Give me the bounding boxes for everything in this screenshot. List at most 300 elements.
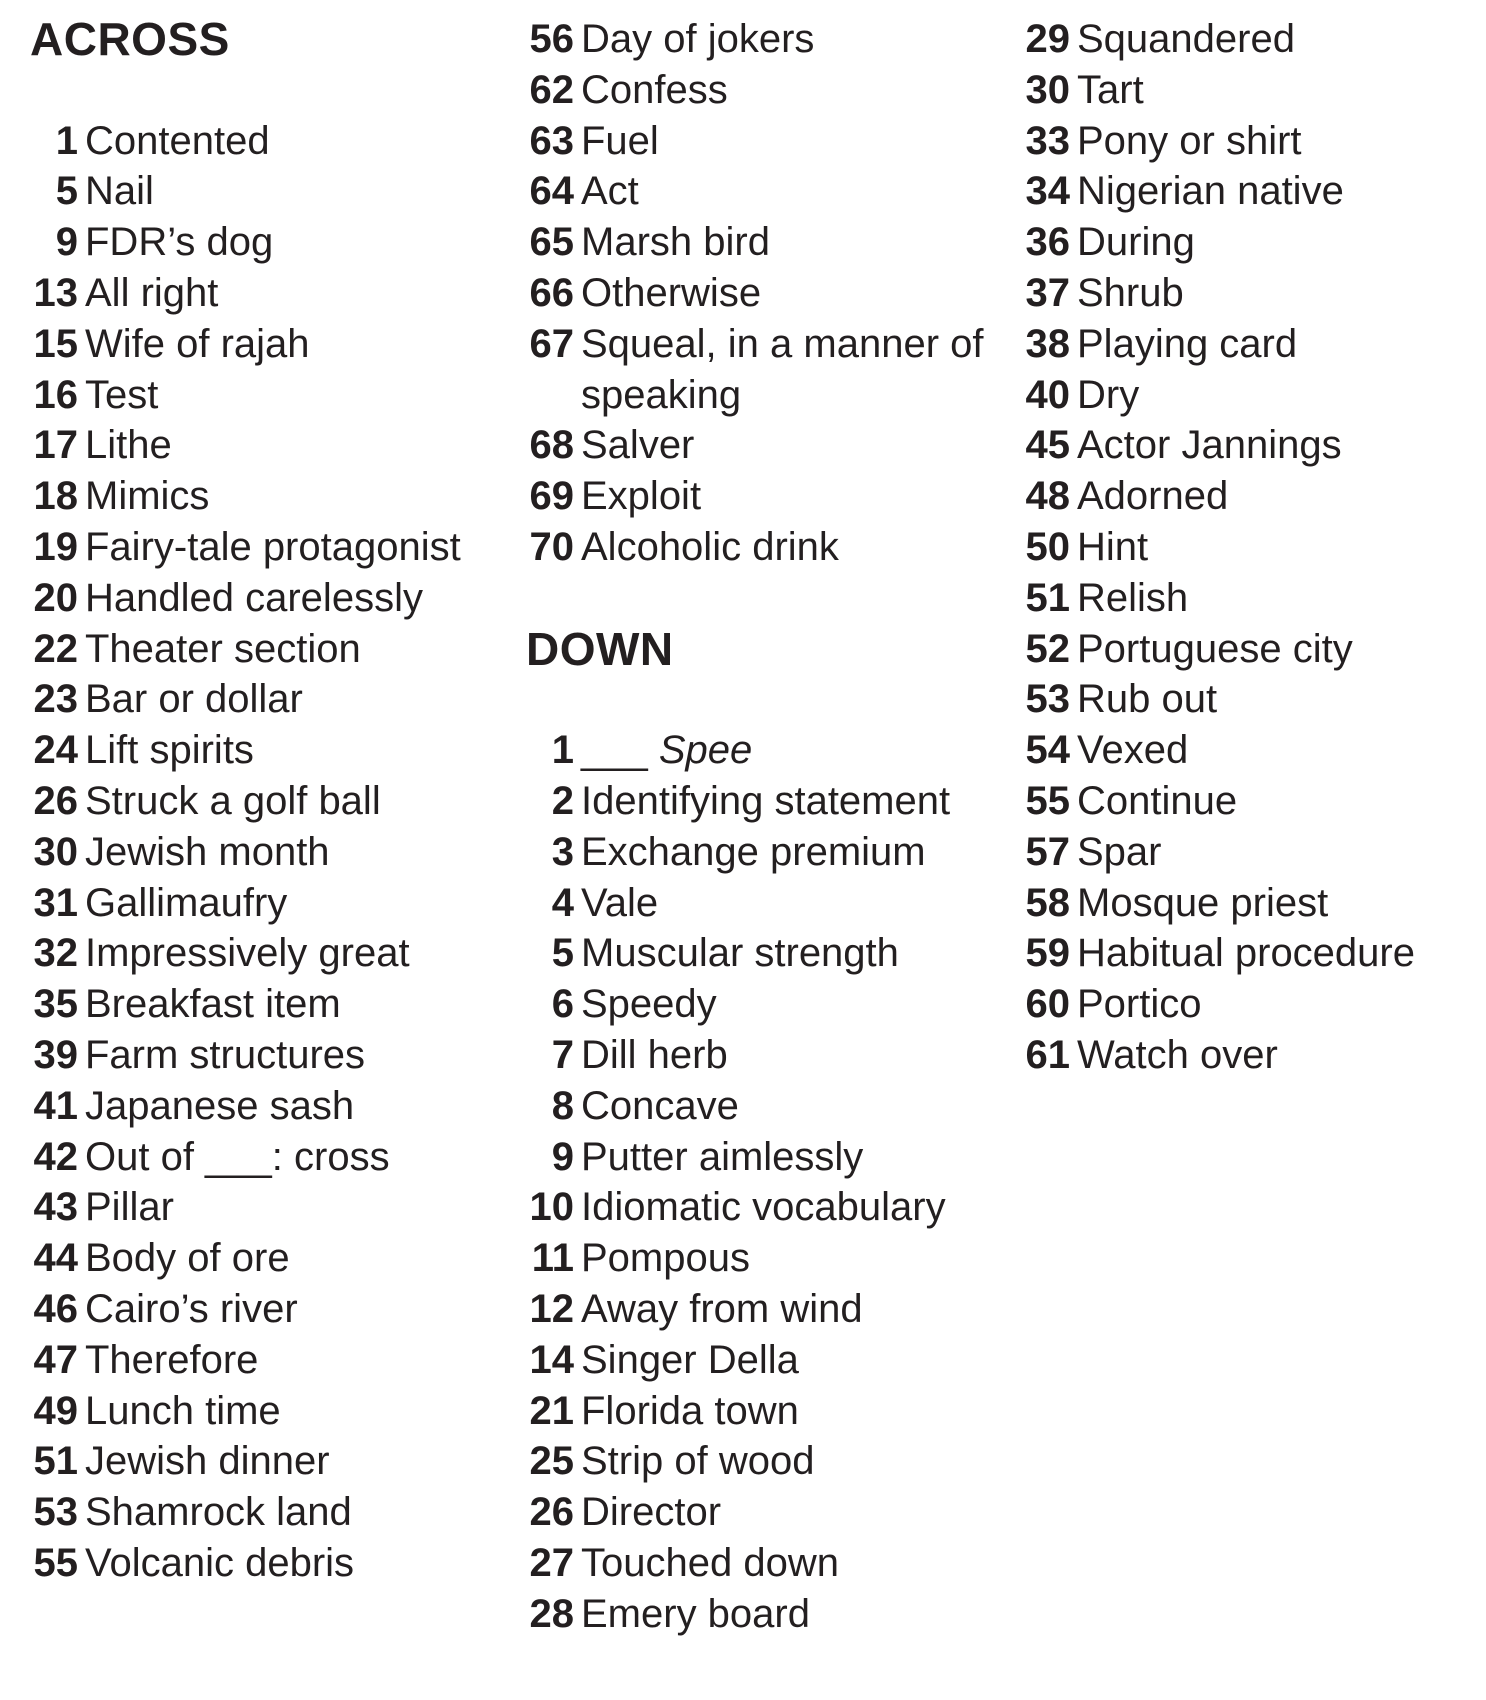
- down-clue: [526, 979, 996, 1030]
- down-clue: [1022, 928, 1472, 979]
- clue-number: 53: [1025, 677, 1070, 722]
- clue-text-main: Act: [581, 169, 639, 214]
- clue-text-main: Japanese sash: [85, 1083, 355, 1128]
- clue-text: [85, 116, 500, 167]
- clue-number: 27: [529, 1540, 574, 1585]
- clue-column-1: [30, 14, 500, 1589]
- clue-text: [581, 1233, 996, 1284]
- clue-number: 15: [33, 321, 78, 366]
- clue-text: [85, 776, 500, 827]
- clue-text-main: Continue: [1077, 778, 1238, 823]
- clue-text-main: Singer Della: [581, 1337, 799, 1382]
- across-clue: [30, 725, 500, 776]
- down-clue: [1022, 725, 1472, 776]
- clue-number: 69: [529, 474, 574, 519]
- clue-text-main: Contented: [85, 118, 270, 163]
- down-clue: [526, 928, 996, 979]
- clue-number: 7: [551, 1032, 574, 1077]
- across-clue: [30, 522, 500, 573]
- across-clue: [526, 116, 996, 167]
- clue-text-main: Strip of wood: [581, 1439, 815, 1484]
- clue-text: [581, 928, 996, 979]
- clue-text: [85, 420, 500, 471]
- clue-text: [85, 1487, 500, 1538]
- clue-text-main: Relish: [1077, 575, 1189, 620]
- clue-text: [581, 14, 996, 65]
- across-clue: [526, 217, 996, 268]
- clue-text: [581, 1081, 996, 1132]
- clue-number: 68: [529, 423, 574, 468]
- down-heading: DOWN: [526, 622, 674, 675]
- clue-text: [581, 1030, 996, 1081]
- clue-number: 49: [33, 1388, 78, 1433]
- clue-number: 64: [529, 169, 574, 214]
- across-clue: [30, 1081, 500, 1132]
- down-clue: [1022, 573, 1472, 624]
- clue-text: [85, 979, 500, 1030]
- down-clue: [1022, 166, 1472, 217]
- clue-text-main: Body of ore: [85, 1236, 290, 1281]
- clue-number: 61: [1025, 1032, 1070, 1077]
- clue-number: 42: [33, 1134, 78, 1179]
- clue-number: 21: [529, 1388, 574, 1433]
- down-clue: [526, 1436, 996, 1487]
- across-clue: [30, 928, 500, 979]
- across-clue: [30, 1335, 500, 1386]
- clue-text: [581, 1335, 996, 1386]
- across-clue: [526, 471, 996, 522]
- clue-text-main: Portuguese city: [1077, 626, 1353, 671]
- down-clue: [1022, 979, 1472, 1030]
- clue-text: [1077, 725, 1472, 776]
- clue-text-main: Bar or dollar: [85, 677, 303, 722]
- clue-text: [1077, 573, 1472, 624]
- across-clue: [30, 1284, 500, 1335]
- across-clue: [30, 1487, 500, 1538]
- down-clue: [1022, 878, 1472, 929]
- clue-text-main: Adorned: [1077, 474, 1229, 519]
- clue-text-main: Wife of rajah: [85, 321, 310, 366]
- down-clue-list: [526, 725, 996, 1639]
- clue-text: [581, 420, 996, 471]
- clue-text-main: Fuel: [581, 118, 659, 163]
- clue-number: 3: [551, 829, 574, 874]
- clue-text: [1077, 370, 1472, 421]
- across-clue: [30, 1182, 500, 1233]
- clue-text-main: Theater section: [85, 626, 361, 671]
- clue-text-main: Volcanic debris: [85, 1540, 355, 1585]
- clue-number: 18: [33, 474, 78, 519]
- clue-text: [85, 573, 500, 624]
- clue-text: [85, 370, 500, 421]
- down-clue: [526, 1386, 996, 1437]
- clue-number: 17: [33, 423, 78, 468]
- clue-number: 47: [33, 1337, 78, 1382]
- across-clue: [30, 116, 500, 167]
- clue-number: 55: [33, 1540, 78, 1585]
- down-clue: [526, 776, 996, 827]
- clue-text: [85, 725, 500, 776]
- across-clue: [526, 522, 996, 573]
- clue-text-main: Out of ___: cross: [85, 1134, 390, 1179]
- clue-number: 59: [1025, 931, 1070, 976]
- clue-number: 65: [529, 220, 574, 265]
- clue-number: 6: [551, 982, 574, 1027]
- clue-number: 26: [33, 778, 78, 823]
- clue-text: [85, 1386, 500, 1437]
- clue-text: [581, 1386, 996, 1437]
- clue-text: [1077, 65, 1472, 116]
- clue-text: [85, 1436, 500, 1487]
- clue-text: [581, 217, 996, 268]
- clue-text: [581, 776, 996, 827]
- clue-number: 5: [551, 931, 574, 976]
- clue-text: [85, 1081, 500, 1132]
- clue-text-main: Gallimaufry: [85, 880, 288, 925]
- clue-text: [581, 1132, 996, 1183]
- across-clue: [30, 827, 500, 878]
- down-clue: [1022, 14, 1472, 65]
- clue-text-main: Actor Jannings: [1077, 423, 1342, 468]
- clue-number: 29: [1025, 17, 1070, 61]
- clue-number: 62: [529, 67, 574, 112]
- clue-text: [85, 319, 500, 370]
- clue-text-main: Mosque priest: [1077, 880, 1329, 925]
- clue-text-main: Dill herb: [581, 1032, 728, 1077]
- clue-number: 32: [33, 931, 78, 976]
- across-clue: [30, 1386, 500, 1437]
- clue-number: 45: [1025, 423, 1070, 468]
- clue-text-main: Concave: [581, 1083, 739, 1128]
- clue-text-main: Portico: [1077, 982, 1202, 1027]
- clue-text-main: Pony or shirt: [1077, 118, 1302, 163]
- clue-text-main: Impressively great: [85, 931, 410, 976]
- down-clue: [1022, 522, 1472, 573]
- clue-text: [1077, 217, 1472, 268]
- clue-text: [85, 268, 500, 319]
- clue-number: 44: [33, 1236, 78, 1281]
- down-clue: [1022, 319, 1472, 370]
- clue-text-main: Nigerian native: [1077, 169, 1344, 214]
- clue-text: [85, 1284, 500, 1335]
- down-clue: [526, 1233, 996, 1284]
- across-clue: [30, 878, 500, 929]
- clue-text: [581, 725, 996, 776]
- clue-text-main: Lunch time: [85, 1388, 281, 1433]
- clue-text: [581, 268, 996, 319]
- across-clue: [30, 471, 500, 522]
- across-clue-list: [30, 116, 500, 1589]
- clue-text: [85, 217, 500, 268]
- clue-number: 35: [33, 982, 78, 1027]
- across-clue: [30, 268, 500, 319]
- clue-text-main: Squandered: [1077, 17, 1295, 61]
- clue-text-main: Hint: [1077, 524, 1149, 569]
- across-clue: [30, 979, 500, 1030]
- clue-number: 11: [531, 1236, 574, 1281]
- clue-text: [1077, 878, 1472, 929]
- across-clue: [526, 14, 996, 65]
- across-clue: [30, 1538, 500, 1589]
- down-clue: [526, 1081, 996, 1132]
- clue-number: 24: [33, 728, 78, 773]
- clue-number: 40: [1025, 372, 1070, 417]
- down-clue: [1022, 776, 1472, 827]
- clue-number: 22: [33, 626, 78, 671]
- clue-text-main: Salver: [581, 423, 695, 468]
- clue-text-main: Florida town: [581, 1388, 799, 1433]
- clue-text-main: All right: [85, 270, 219, 315]
- clue-text-main: Test: [85, 372, 159, 417]
- clue-number: 53: [33, 1490, 78, 1535]
- clue-number: 20: [33, 575, 78, 620]
- clue-text-main: ___: [581, 728, 659, 773]
- clue-number: 8: [551, 1083, 574, 1128]
- clue-text: [85, 1132, 500, 1183]
- clue-text-main: Identifying statement: [581, 778, 951, 823]
- clue-text: [85, 674, 500, 725]
- clue-text-main: Nail: [85, 169, 154, 214]
- clue-text: [85, 624, 500, 675]
- clue-number: 2: [551, 778, 574, 823]
- clue-text: [85, 1182, 500, 1233]
- clue-number: 33: [1025, 118, 1070, 163]
- down-clue: [526, 1182, 996, 1233]
- clue-number: 26: [529, 1490, 574, 1535]
- across-clue-list-continued: [526, 14, 996, 573]
- clue-text: [85, 1538, 500, 1589]
- across-clue: [526, 268, 996, 319]
- clue-text-main: Tart: [1077, 67, 1144, 112]
- clue-text-main: Muscular strength: [581, 931, 899, 976]
- clue-text-main: Away from wind: [581, 1286, 863, 1331]
- clue-text-main: Rub out: [1077, 677, 1218, 722]
- clue-text-main: Spar: [1077, 829, 1162, 874]
- clue-text: [85, 1335, 500, 1386]
- clue-number: 19: [33, 524, 78, 569]
- clue-number: 23: [33, 677, 78, 722]
- clue-number: 41: [33, 1083, 78, 1128]
- clue-text: [85, 878, 500, 929]
- clue-number: 4: [551, 880, 574, 925]
- clue-text-main: Lithe: [85, 423, 172, 468]
- clue-text-main: FDR’s dog: [85, 220, 274, 265]
- clue-number: 14: [529, 1337, 574, 1382]
- down-clue: [1022, 65, 1472, 116]
- clue-number: 55: [1025, 778, 1070, 823]
- clue-text-main: Day of jokers: [581, 17, 815, 61]
- clue-text: [1077, 166, 1472, 217]
- clue-text-main: Director: [581, 1490, 722, 1535]
- clue-number: 54: [1025, 728, 1070, 773]
- clue-number: 50: [1025, 524, 1070, 569]
- clue-text-main: Marsh bird: [581, 220, 770, 265]
- clue-text: [85, 471, 500, 522]
- clue-text: [581, 827, 996, 878]
- clue-number: 52: [1025, 626, 1070, 671]
- clue-text-main: Cairo’s river: [85, 1286, 298, 1331]
- clue-number: 43: [33, 1185, 78, 1230]
- clue-text: [1077, 471, 1472, 522]
- across-clue: [30, 573, 500, 624]
- clue-text-main: Speedy: [581, 982, 717, 1027]
- clue-number: 1: [55, 118, 78, 163]
- clue-text-main: Jewish month: [85, 829, 330, 874]
- clue-text-main: Shamrock land: [85, 1490, 352, 1535]
- clue-text-main: Lift spirits: [85, 728, 254, 773]
- clue-text-main: Jewish dinner: [85, 1439, 330, 1484]
- clue-text-main: Breakfast item: [85, 982, 341, 1027]
- clue-text-main: Farm structures: [85, 1032, 366, 1077]
- clue-text: [581, 979, 996, 1030]
- clue-text: [581, 1589, 996, 1640]
- clue-number: 34: [1025, 169, 1070, 214]
- clue-text: [1077, 522, 1472, 573]
- across-clue: [30, 624, 500, 675]
- clue-number: 39: [33, 1032, 78, 1077]
- clue-text: [581, 1436, 996, 1487]
- clue-number: 58: [1025, 880, 1070, 925]
- down-clue: [526, 1132, 996, 1183]
- clue-number: 30: [1025, 67, 1070, 112]
- down-clue: [526, 1284, 996, 1335]
- across-clue: [526, 65, 996, 116]
- clue-number: 25: [529, 1439, 574, 1484]
- clue-text: [1077, 674, 1472, 725]
- clue-text-main: Exchange premium: [581, 829, 926, 874]
- across-clue: [30, 420, 500, 471]
- down-clue: [1022, 1030, 1472, 1081]
- clue-text: [1077, 827, 1472, 878]
- down-clue: [526, 725, 996, 776]
- clue-text-main: Therefore: [85, 1337, 259, 1382]
- clue-number: 56: [529, 17, 574, 61]
- down-clue: [526, 1030, 996, 1081]
- clue-text: [85, 522, 500, 573]
- clue-number: 10: [529, 1185, 574, 1230]
- down-clue: [526, 1335, 996, 1386]
- across-clue: [30, 1436, 500, 1487]
- clue-text-main: Vale: [581, 880, 659, 925]
- clue-text-main: Squeal, in a manner of speaking: [581, 321, 995, 417]
- clue-number: 57: [1025, 829, 1070, 874]
- clue-text-main: Confess: [581, 67, 728, 112]
- clue-number: 38: [1025, 321, 1070, 366]
- clue-number: 9: [55, 220, 78, 265]
- clue-text-main: Touched down: [581, 1540, 839, 1585]
- clue-number: 70: [529, 524, 574, 569]
- across-clue: [30, 1233, 500, 1284]
- down-clue: [1022, 116, 1472, 167]
- clue-text: [1077, 979, 1472, 1030]
- clue-text-main: Mimics: [85, 474, 210, 519]
- clue-number: 51: [33, 1439, 78, 1484]
- clue-number: 16: [33, 372, 78, 417]
- clue-number: 9: [551, 1134, 574, 1179]
- clue-text: [85, 928, 500, 979]
- clue-text: [581, 1487, 996, 1538]
- clue-text: [1077, 116, 1472, 167]
- clue-number: 30: [33, 829, 78, 874]
- down-clue: [1022, 827, 1472, 878]
- clue-text: [1077, 1030, 1472, 1081]
- clue-number: 60: [1025, 982, 1070, 1027]
- clue-text: [1077, 268, 1472, 319]
- across-clue: [30, 776, 500, 827]
- clue-text-main: Handled carelessly: [85, 575, 423, 620]
- clue-text-main: Emery board: [581, 1591, 810, 1636]
- across-clue: [30, 217, 500, 268]
- clue-text-main: Pillar: [85, 1185, 174, 1230]
- across-clue: [526, 420, 996, 471]
- clue-text: [581, 116, 996, 167]
- clue-text: [581, 65, 996, 116]
- across-clue: [30, 1132, 500, 1183]
- clue-number: 1: [551, 728, 574, 773]
- clue-text: [581, 1538, 996, 1589]
- down-clue: [526, 878, 996, 929]
- clue-column-2: [526, 14, 996, 1640]
- clue-text-main: Vexed: [1077, 728, 1189, 773]
- clue-text-main: Otherwise: [581, 270, 762, 315]
- down-clue: [1022, 674, 1472, 725]
- clue-text: [581, 471, 996, 522]
- down-clue-list-continued: [1022, 14, 1472, 1081]
- clue-number: 66: [529, 270, 574, 315]
- clue-number: 46: [33, 1286, 78, 1331]
- down-clue: [1022, 268, 1472, 319]
- clue-text: [1077, 319, 1472, 370]
- clue-text: [85, 166, 500, 217]
- clue-text-main: During: [1077, 220, 1195, 265]
- clue-text-main: Alcoholic drink: [581, 524, 839, 569]
- clue-text: [581, 522, 996, 573]
- clue-text: [85, 1233, 500, 1284]
- down-clue: [1022, 420, 1472, 471]
- down-clue: [526, 1538, 996, 1589]
- clue-number: 67: [529, 321, 574, 366]
- clue-text-main: Habitual procedure: [1077, 931, 1415, 976]
- down-clue: [1022, 217, 1472, 268]
- clue-text-main: Shrub: [1077, 270, 1184, 315]
- clue-number: 28: [529, 1591, 574, 1636]
- clue-text: [581, 878, 996, 929]
- clue-text: [1077, 420, 1472, 471]
- down-clue: [526, 1589, 996, 1640]
- down-clue: [1022, 370, 1472, 421]
- clue-text-main: Fairy-tale protagonist: [85, 524, 461, 569]
- clue-text: [581, 1284, 996, 1335]
- clue-number: 51: [1025, 575, 1070, 620]
- down-clue: [1022, 624, 1472, 675]
- clue-text: [1077, 928, 1472, 979]
- clue-text: [581, 319, 996, 421]
- clue-text-italic: Spee: [658, 728, 753, 773]
- clue-column-3: [1022, 14, 1472, 1081]
- clue-number: 13: [33, 270, 78, 315]
- clue-number: 37: [1025, 270, 1070, 315]
- clue-text: [581, 1182, 996, 1233]
- clue-number: 31: [33, 880, 78, 925]
- clue-text-main: Exploit: [581, 474, 702, 519]
- clue-text: [85, 1030, 500, 1081]
- clue-text: [1077, 624, 1472, 675]
- clue-text-main: Struck a golf ball: [85, 778, 381, 823]
- across-clue: [30, 1030, 500, 1081]
- clue-text-main: Idiomatic vocabulary: [581, 1185, 946, 1230]
- across-clue: [30, 166, 500, 217]
- clue-text-main: Pompous: [581, 1236, 750, 1281]
